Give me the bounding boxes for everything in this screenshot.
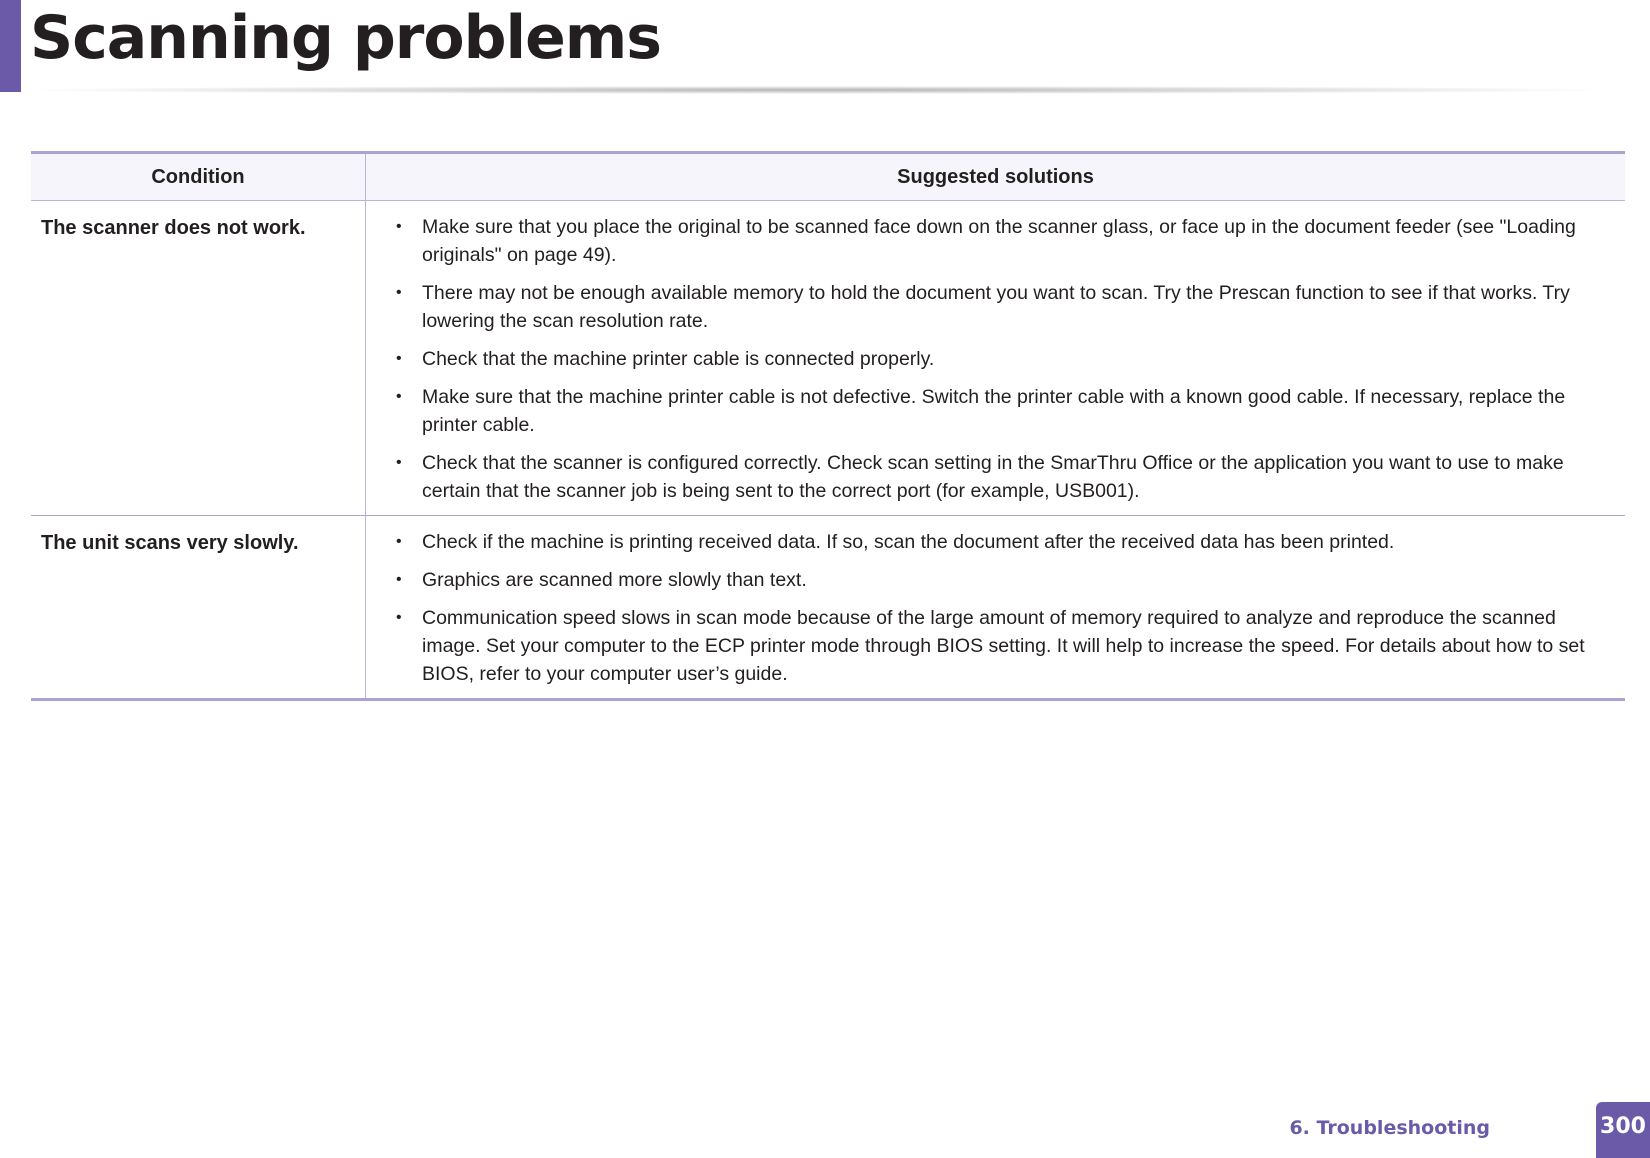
- bullet-icon: •: [396, 533, 402, 550]
- solution-item: [396, 604, 1611, 688]
- solutions-cell: [366, 516, 1625, 698]
- solutions-cell: [366, 201, 1625, 515]
- chapter-label: 6. Troubleshooting: [1289, 1117, 1490, 1139]
- bullet-icon: •: [396, 609, 402, 626]
- solution-list: [396, 213, 1611, 505]
- solution-item: [396, 279, 1611, 335]
- solution-item: [396, 345, 1611, 373]
- page-title: Scanning problems: [30, 3, 662, 73]
- condition-cell: The scanner does not work.: [31, 201, 366, 515]
- page-number-badge: 300: [1596, 1102, 1650, 1158]
- solution-text: Check that the machine printer cable is connected properly.: [422, 348, 935, 370]
- solution-item: [396, 566, 1611, 594]
- bullet-icon: •: [396, 454, 402, 471]
- solution-text: Make sure that the machine printer cable is not defective. Switch the printer cable with a known good cable. If necessary, replace the printer cable.: [422, 386, 1566, 436]
- bullet-icon: •: [396, 218, 402, 235]
- table-row: [31, 201, 1625, 515]
- bullet-icon: •: [396, 388, 402, 405]
- solution-text: Communication speed slows in scan mode because of the large amount of memory required to analyze and reproduce the scanned image. Set your computer to the ECP printer mode through BIOS setting. It will help to increase the speed. For details about how to set BIOS, refer to your computer user’s guide.: [422, 607, 1585, 685]
- header-condition: Condition: [31, 154, 366, 200]
- title-divider: [30, 86, 1600, 94]
- table-row: [31, 515, 1625, 698]
- solution-text: Check that the scanner is configured correctly. Check scan setting in the SmarThru Office or the application you want to use to make certain that the scanner job is being sent to the correct port (for example, USB001).: [422, 452, 1564, 502]
- solution-text: Check if the machine is printing received data. If so, scan the document after the received data has been printed.: [422, 531, 1395, 553]
- solution-item: [396, 213, 1611, 269]
- solution-item: [396, 528, 1611, 556]
- bullet-icon: •: [396, 350, 402, 367]
- solution-text: Make sure that you place the original to be scanned face down on the scanner glass, or face up in the document feeder (see "Loading originals" on page 49).: [422, 216, 1576, 266]
- title-accent-bar: [0, 0, 21, 92]
- solution-item: [396, 449, 1611, 505]
- condition-cell: The unit scans very slowly.: [31, 516, 366, 698]
- solution-list: [396, 528, 1611, 688]
- table-header: [31, 154, 1625, 201]
- troubleshooting-table: [31, 151, 1625, 701]
- bullet-icon: •: [396, 284, 402, 301]
- header-suggested-solutions: Suggested solutions: [897, 165, 1094, 188]
- solution-text: Graphics are scanned more slowly than text.: [422, 569, 807, 591]
- solution-item: [396, 383, 1611, 439]
- bullet-icon: •: [396, 571, 402, 588]
- solution-text: There may not be enough available memory to hold the document you want to scan. Try the Prescan function to see if that works. Try lowering the scan resolution rate.: [422, 282, 1570, 332]
